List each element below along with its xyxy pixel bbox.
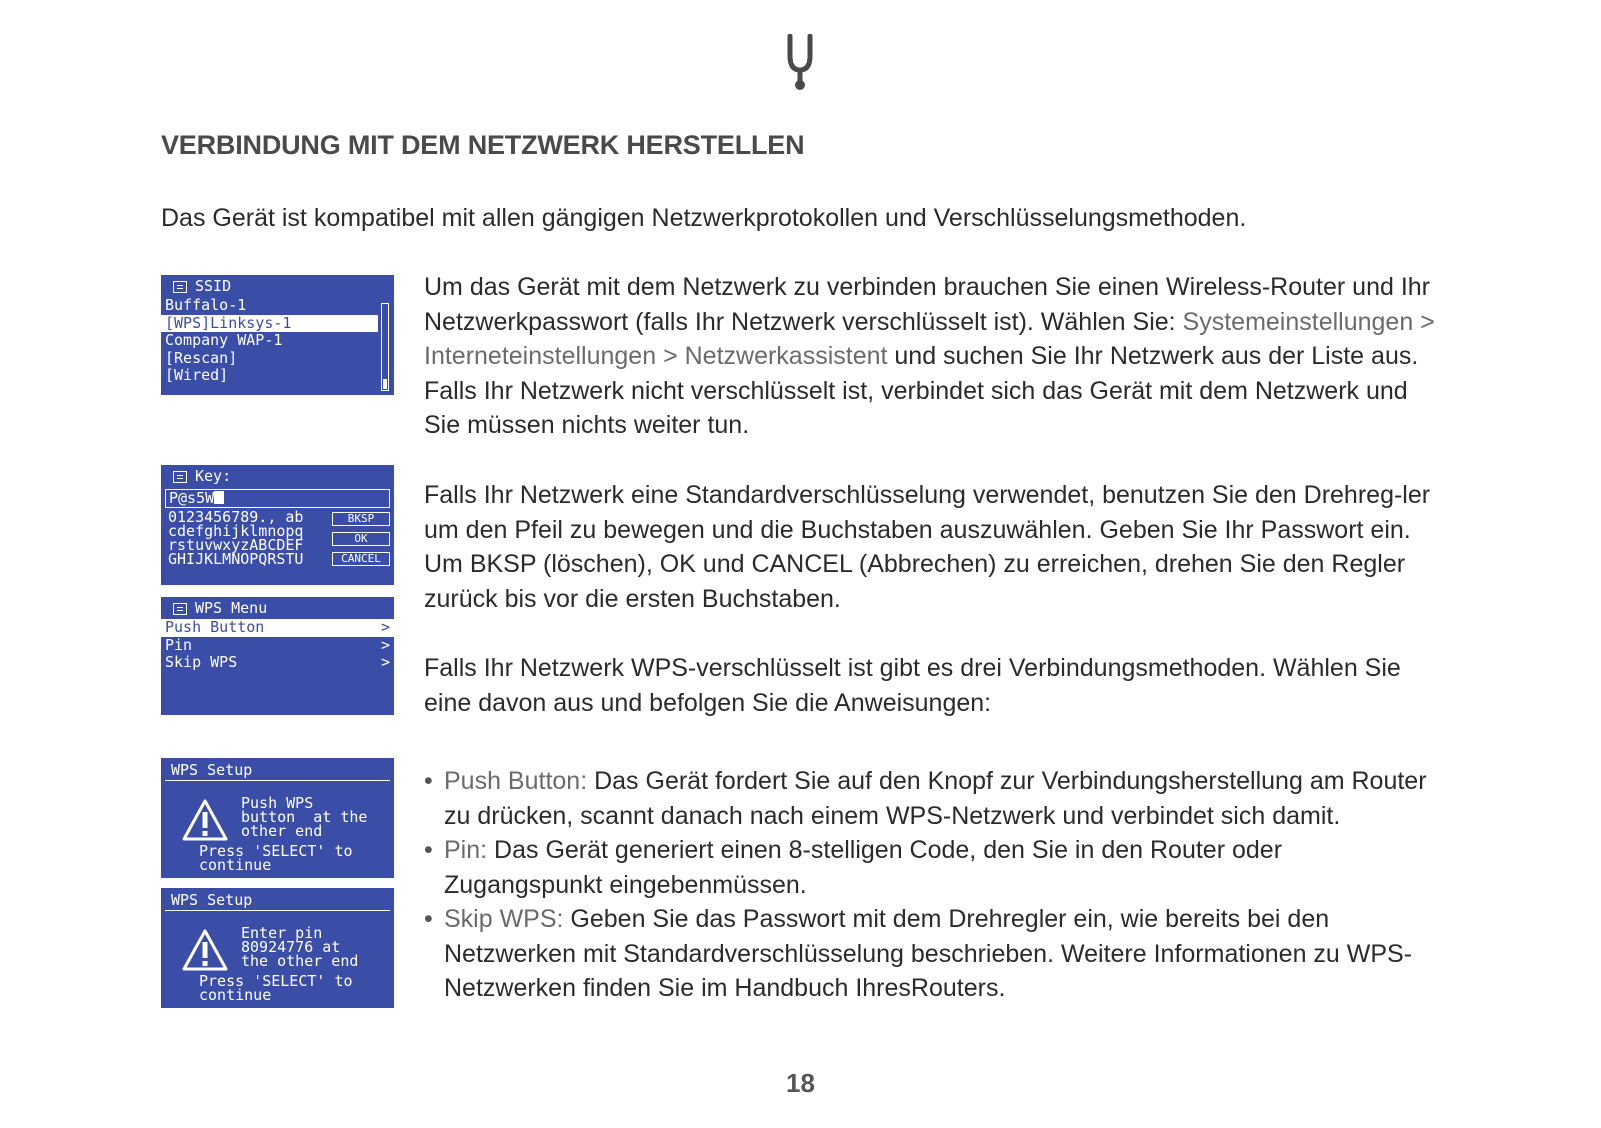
ssid-title: SSID <box>195 277 232 296</box>
list-item-selected: [WPS]Linksys-1 <box>161 315 378 333</box>
page-number: 18 <box>786 1068 815 1098</box>
wps-setup-footer: Press 'SELECT' to continue <box>199 842 353 874</box>
wps-setup-message: Enter pin 80924776 at the other end <box>241 924 359 970</box>
wps-method-list <box>424 764 1444 1006</box>
char-row: cdefghijklmnopq <box>168 522 304 540</box>
menu-item-push-button: Push Button > <box>161 619 394 637</box>
menu-path: Systemeinstellungen > Interneteinstellungen > Netzwerkassistent <box>424 307 1435 370</box>
chevron-right-icon: > <box>380 653 390 671</box>
wps-setup-title: WPS Setup <box>165 758 390 781</box>
menu-icon <box>173 603 187 615</box>
warning-icon <box>181 798 229 842</box>
menu-icon <box>173 471 187 483</box>
wps-setup-title: WPS Setup <box>165 888 390 911</box>
ok-button: OK <box>332 532 390 546</box>
ssid-screen <box>161 275 394 395</box>
brand-logo <box>784 34 816 92</box>
list-item-push-button: • Push Button: Das Gerät fordert Sie auf den Knopf zur Verbindungsherstellung am Router zu drücken, scannt danach nach einem WPS-Netzwerk und verbindet sich damit. <box>424 764 1444 833</box>
list-item-pin: • Pin: Das Gerät generiert einen 8-stelligen Code, den Sie in den Router oder Zugangspunkt eingebenmüssen. <box>424 833 1444 902</box>
key-input-field <box>165 489 390 508</box>
wps-setup-message: Push WPS button at the other end <box>241 794 368 840</box>
paragraph-wps: Falls Ihr Netzwerk WPS-verschlüsselt ist gibt es drei Verbindungsmethoden. Wählen Sie eine davon aus und befolgen Sie die Anweisungen: <box>424 654 1401 717</box>
key-title: Key: <box>195 467 232 486</box>
chevron-right-icon: > <box>380 618 390 636</box>
paragraph-standard-encryption: Falls Ihr Netzwerk eine Standardverschlüsselung verwendet, benutzen Sie den Drehreg-ler um den Pfeil zu bewegen und die Buchstaben auszuwählen. Geben Sie Ihr Passwort ein. Um BKSP (löschen), OK und CANCEL (Abbrechen) zu erreichen, drehen Sie den Regler zurück bis vor die ersten Buchstaben. <box>424 481 1431 613</box>
key-value: P@s5W <box>169 489 215 507</box>
bksp-button: BKSP <box>332 512 390 526</box>
key-entry-screen <box>161 465 394 585</box>
wps-setup-footer: Press 'SELECT' to continue <box>199 972 353 1004</box>
wps-setup-pin-screen <box>161 888 394 1008</box>
menu-item-skip-wps: Skip WPS > <box>165 653 390 671</box>
wps-menu-screen <box>161 597 394 715</box>
menu-icon <box>173 281 187 293</box>
scrollbar <box>381 303 389 391</box>
list-item-skip-wps: • Skip WPS: Geben Sie das Passwort mit dem Drehregler ein, wie bereits bei den Netzwerken mit Standardverschlüsselung beschrieben. Weitere Informationen zu WPS- Netzwerken finden Sie im Handbuch IhresRouters. <box>424 902 1444 1006</box>
intro-text: Das Gerät ist kompatibel mit allen gängigen Netzwerkprotokollen und Verschlüsselungsmethoden. <box>161 204 1247 232</box>
char-row: rstuvwxyzABCDEF <box>168 536 304 554</box>
list-item: [Wired] <box>165 366 229 384</box>
wps-setup-push-screen <box>161 758 394 878</box>
char-row: 0123456789., ab <box>168 508 304 526</box>
list-item: [Rescan] <box>165 348 238 367</box>
paragraph-connect: Um das Gerät mit dem Netzwerk zu verbinden brauchen Sie einen Wireless-Router und Ihr Netzwerkpasswort (falls Ihr Netzwerk verschlüsselt ist). Wählen Sie: Systemeinstellungen > Interneteinstellungen > Netzwerkassistent und suchen Sie Ihr Netzwerk aus der Liste aus. Falls Ihr Netzwerk nicht verschlüsselt ist, verbindet sich das Gerät mit dem Netzwerk und Sie müssen nichts weiter tun. <box>424 273 1435 439</box>
menu-item-pin: Pin > <box>165 635 390 654</box>
wps-menu-title: WPS Menu <box>195 599 268 618</box>
cancel-button: CANCEL <box>332 552 390 566</box>
section-heading: VERBINDUNG MIT DEM NETZWERK HERSTELLEN <box>161 130 805 160</box>
char-row: GHIJKLMNOPQRSTU <box>168 550 304 568</box>
list-item: Buffalo-1 <box>165 296 247 314</box>
warning-icon <box>181 928 229 972</box>
list-item: Company WAP-1 <box>165 331 283 349</box>
character-grid <box>161 510 394 566</box>
chevron-right-icon: > <box>380 635 390 654</box>
text-cursor <box>214 491 224 504</box>
